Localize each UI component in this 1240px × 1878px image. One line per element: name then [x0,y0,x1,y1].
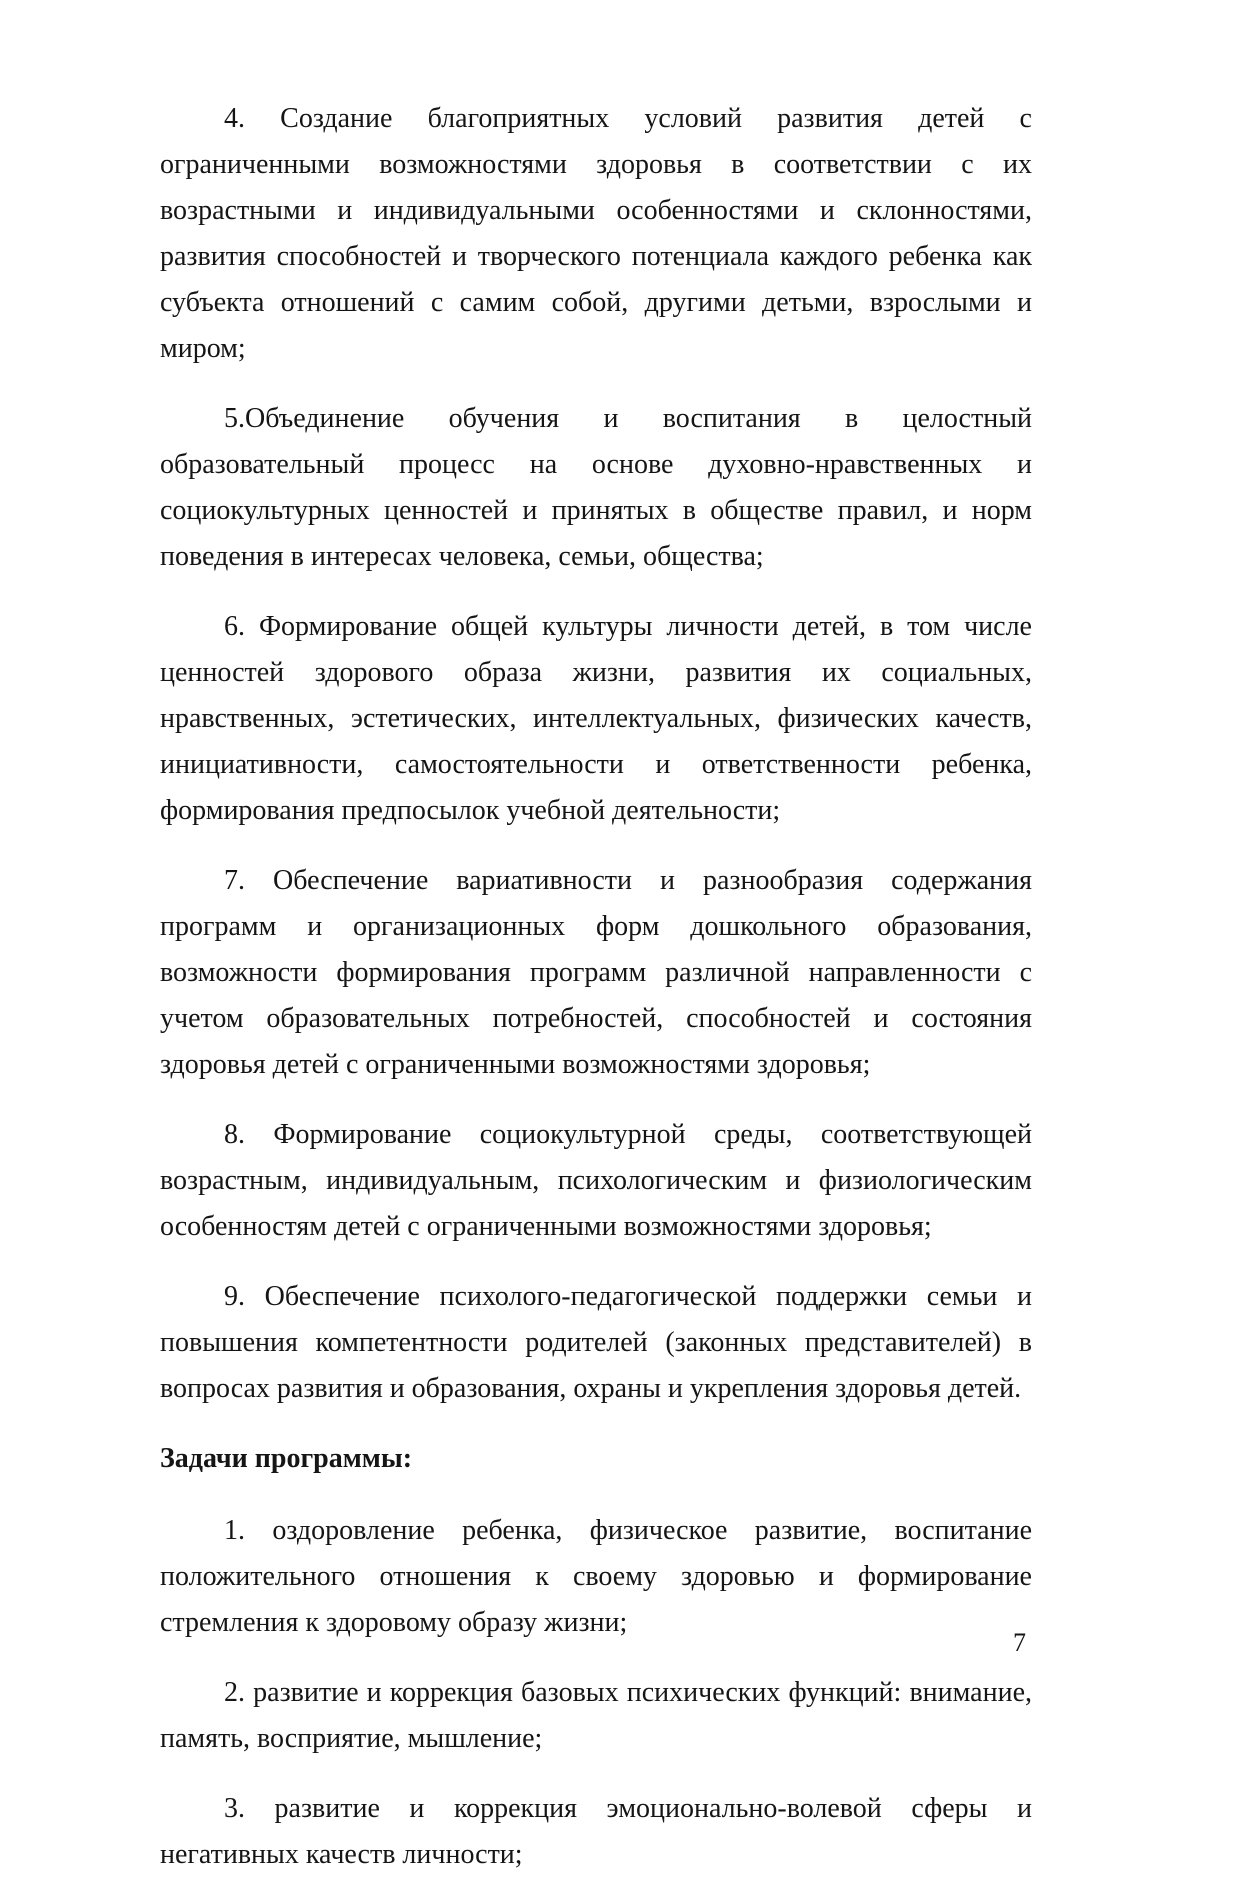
paragraph-item-6: 6. Формирование общей культуры личности детей, в том числе ценностей здорового образа жизни, развития их социальных, нравственных, эстетических, интеллектуальных, физических качеств, инициативности, самостоятельности и ответственности ребенка, формирования предпосылок учебной деятельности; [160,611,1032,826]
paragraph-item-8: 8. Формирование социокультурной среды, соответствующей возрастным, индивидуальным, психологическим и физиологическим особенностям детей с ограниченными возможностями здоровья; [160,1119,1032,1242]
paragraph-item-9: 9. Обеспечение психолого-педагогической поддержки семьи и повышения компетентности родителей (законных представителей) в вопросах развития и образования, охраны и укрепления здоровья детей. [160,1281,1032,1404]
section-heading-tasks: Задачи программы: [160,1443,413,1474]
page-number: 7 [1013,1628,1026,1657]
paragraph-item-4: 4. Создание благоприятных условий развития детей с ограниченными возможностями здоровья в соответствии с их возрастными и индивидуальными особенностями и склонностями, развития способностей и творческого потенциала каждого ребенка как субъекта отношений с самим собой, другими детьми, взрослыми и миром; [160,103,1032,364]
task-item-3: 3. развитие и коррекция эмоционально-волевой сферы и негативных качеств личности; [160,1793,1032,1870]
task-item-2: 2. развитие и коррекция базовых психических функций: внимание, память, восприятие, мышление; [160,1677,1032,1754]
paragraph-item-7: 7. Обеспечение вариативности и разнообразия содержания программ и организационных форм дошкольного образования, возможности формирования программ различной направленности с учетом образовательных потребностей, способностей и состояния здоровья детей с ограниченными возможностями здоровья; [160,865,1032,1080]
task-item-1: 1. оздоровление ребенка, физическое развитие, воспитание положительного отношения к своему здоровью и формирование стремления к здоровому образу жизни; [160,1515,1032,1638]
paragraph-item-5: 5.Объединение обучения и воспитания в целостный образовательный процесс на основе духовно-нравственных и социокультурных ценностей и принятых в обществе правил, и норм поведения в интересах человека, семьи, общества; [160,403,1032,572]
